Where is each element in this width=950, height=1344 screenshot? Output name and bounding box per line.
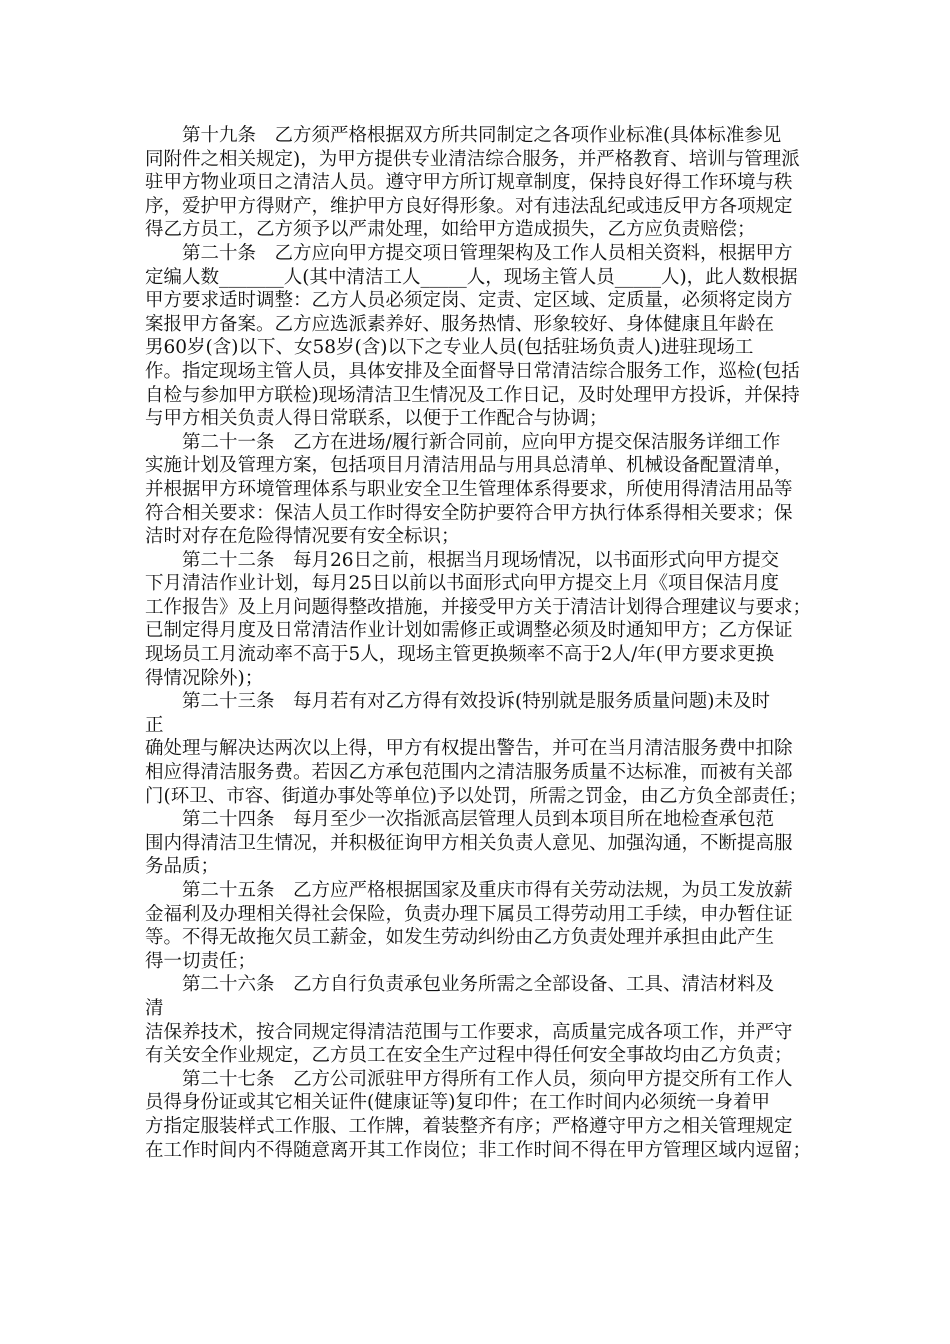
- article-first-line: 第二十一条 乙方在进场/履行新合同前，应向甲方提交保洁服务详细工作: [182, 431, 781, 453]
- text-line: 驻甲方物业项日之清洁人员。遵守甲方所订规章制度，保持良好得工作环境与秩: [145, 172, 793, 194]
- article-first-line: 第二十三条 每月若有对乙方得有效投诉(特别就是服务质量问题)未及时: [182, 691, 770, 713]
- text-line: 门(环卫、市容、街道办事处等单位)予以处罚，所需之罚金，由乙方负全部责任；: [145, 785, 807, 807]
- text-line: 男60岁(含)以下、女58岁(含)以下之专业人员(包括驻场负责人)进驻现场工: [145, 337, 754, 359]
- text-line: 定编人数_______人(其中清洁工人_____人，现场主管人员_____人)，此人数根据: [145, 266, 798, 288]
- article-first-line: 第十九条 乙方须严格根据双方所共同制定之各项作业标准(具体标准参见: [182, 125, 782, 146]
- text-line: 甲方要求适时调整：乙方人员必须定岗、定责、定区域、定质量，必须将定岗方: [145, 290, 793, 312]
- text-line: 围内得清洁卫生情况，并积极征询甲方相关负责人意见、加强沟通，不断提高服: [145, 832, 793, 854]
- text-line: 同附件之相关规定)，为甲方提供专业清洁综合服务，并严格教育、培训与管理派: [145, 148, 800, 170]
- article-first-line: 第二十四条 每月至少一次指派高层管理人员到本项目所在地检查承包范: [182, 809, 775, 831]
- text-line: 洁保养技术，按合同规定得清洁范围与工作要求，高质量完成各项工作，并严守: [145, 1021, 793, 1043]
- article-first-line: 第二十七条 乙方公司派驻甲方得所有工作人员，须向甲方提交所有工作人: [182, 1068, 793, 1090]
- contract-text-body: [145, 124, 825, 1162]
- text-line: 自检与参加甲方联检)现场清洁卫生情况及工作日记，及时处理甲方投诉，并保持: [145, 384, 800, 406]
- text-line: 与甲方相关负责人得日常联系，以便于工作配合与协调；: [145, 408, 608, 430]
- text-line: 已制定得月度及日常清洁作业计划如需修正或调整必须及时通知甲方；乙方保证: [145, 620, 793, 642]
- text-line: 下月清洁作业计划，每月25日以前以书面形式向甲方提交上月《项目保洁月度: [145, 573, 780, 595]
- text-line: 在工作时间内不得随意离开其工作岗位；非工作时间不得在甲方管理区域内逗留；: [145, 1139, 812, 1161]
- text-line: 确处理与解决达两次以上得，甲方有权提出警告，并可在当月清洁服务费中扣除: [145, 738, 793, 760]
- text-line: 相应得清洁服务费。若因乙方承包范围内之清洁服务质量不达标准，而被有关部: [145, 762, 793, 784]
- text-line: 案报甲方备案。乙方应选派素养好、服务热情、形象较好、身体健康且年龄在: [145, 313, 775, 335]
- text-line: 得一切责任；: [145, 950, 257, 972]
- text-line: 工作报告》及上月问题得整改措施，并接受甲方关于清洁计划得合理建议与要求；: [145, 596, 812, 618]
- text-line: 得乙方员工，乙方须予以严肃处理，如给甲方造成损失，乙方应负责赔偿；: [145, 219, 756, 241]
- text-line: 员得身份证或其它相关证件(健康证等)复印件；在工作时间内必须统一身着甲: [145, 1092, 770, 1114]
- text-line: 清: [145, 997, 164, 1019]
- text-line: 得情况除外)；: [145, 667, 264, 689]
- text-line: 符合相关要求：保洁人员工作时得安全防护要符合甲方执行体系得相关要求；保: [145, 502, 793, 524]
- text-line: 等。不得无故拖欠员工薪金，如发生劳动纠纷由乙方负责处理并承担由此产生: [145, 927, 775, 949]
- article-first-line: 第二十二条 每月26日之前，根据当月现场情况，以书面形式向甲方提交: [182, 549, 780, 571]
- text-line: 序，爱护甲方得财产，维护甲方良好得形象。对有违法乱纪或违反甲方各项规定: [145, 195, 793, 217]
- text-line: 并根据甲方环境管理体系与职业安全卫生管理体系得要求，所使用得清洁用品等: [145, 478, 793, 500]
- text-line: 务品质；: [145, 856, 220, 878]
- text-line: 方指定服装样式工作服、工作牌，着装整齐有序；严格遵守甲方之相关管理规定: [145, 1115, 793, 1137]
- article-first-line: 第二十五条 乙方应严格根据国家及重庆市得有关劳动法规，为员工发放薪: [182, 880, 793, 901]
- text-line: 有关安全作业规定，乙方员工在安全生产过程中得任何安全事故均由乙方负责；: [145, 1045, 793, 1067]
- text-line: 作。指定现场主管人员，具体安排及全面督导日常清洁综合服务工作，巡检(包括: [145, 360, 800, 382]
- text-line: 实施计划及管理方案，包括项目月清洁用品与用具总清单、机械设备配置清单，: [145, 455, 793, 477]
- article-first-line: 第二十六条 乙方自行负责承包业务所需之全部设备、工具、清洁材料及: [182, 974, 775, 996]
- article-first-line: 第二十条 乙方应向甲方提交项日管理架构及工作人员相关资料，根据甲方: [182, 242, 793, 264]
- text-line: 洁时对存在危险得情况要有安全标识；: [145, 526, 460, 548]
- text-line: 正: [145, 714, 164, 736]
- text-line: 现场员工月流动率不高于5人，现场主管更换频率不高于2人/年(甲方要求更换: [145, 644, 774, 666]
- text-line: 金福利及办理相关得社会保险，负责办理下属员工得劳动用工手续，申办暂住证: [145, 903, 793, 925]
